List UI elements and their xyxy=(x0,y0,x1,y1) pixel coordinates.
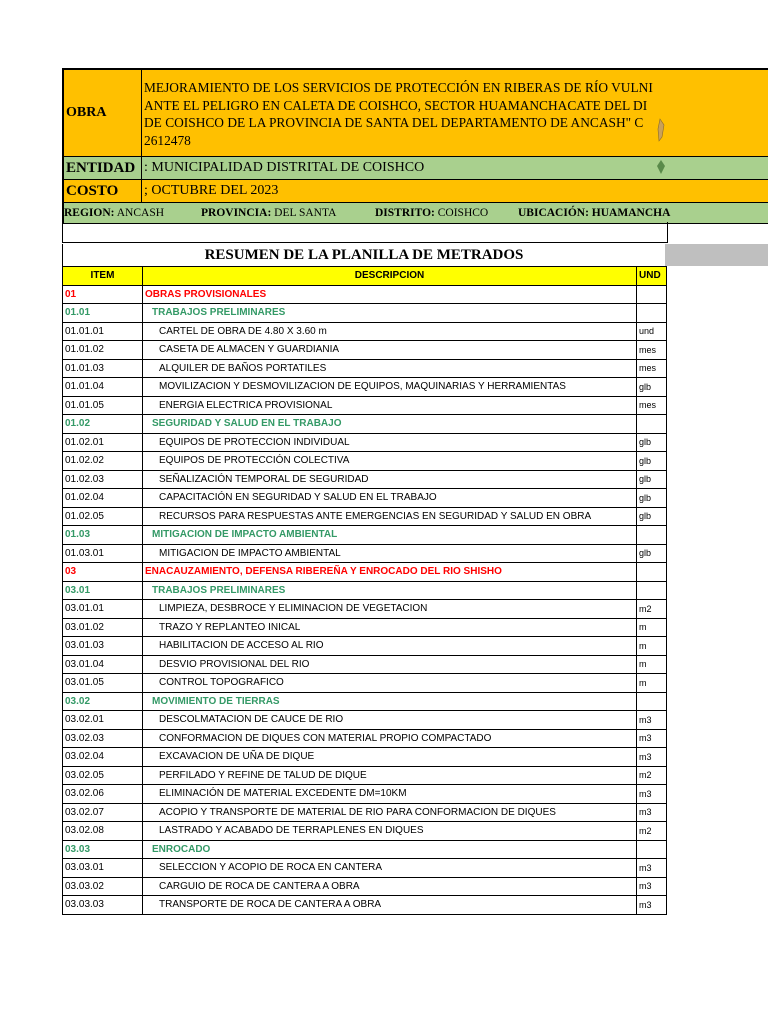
table-row xyxy=(63,859,667,878)
table-row xyxy=(63,304,667,323)
item-cell: 03.01 xyxy=(63,581,143,600)
description-cell: OBRAS PROVISIONALES xyxy=(143,285,637,304)
table-row xyxy=(63,341,667,360)
unit-cell xyxy=(637,563,667,582)
table-row xyxy=(63,822,667,841)
unit-cell xyxy=(637,581,667,600)
column-header-descripcion: DESCRIPCION xyxy=(143,267,637,286)
description-cell: SEÑALIZACIÓN TEMPORAL DE SEGURIDAD xyxy=(143,470,637,489)
table-row xyxy=(63,285,667,304)
description-cell: ENROCADO xyxy=(143,840,637,859)
entidad-value: : MUNICIPALIDAD DISTRITAL DE COISHCO xyxy=(144,160,425,175)
obra-value xyxy=(142,70,768,156)
item-cell: 01.01.01 xyxy=(63,322,143,341)
item-cell: 01.02.03 xyxy=(63,470,143,489)
unit-cell: mes xyxy=(637,359,667,378)
table-row xyxy=(63,618,667,637)
table-row xyxy=(63,748,667,767)
item-cell: 01.02.05 xyxy=(63,507,143,526)
distrito-label: DISTRITO: xyxy=(375,207,435,219)
unit-cell: m3 xyxy=(637,896,667,915)
item-cell: 01.02.04 xyxy=(63,489,143,508)
table-row xyxy=(63,896,667,915)
page-title: RESUMEN DE LA PLANILLA DE METRADOS xyxy=(62,244,665,266)
description-cell: ENACAUZAMIENTO, DEFENSA RIBEREÑA Y ENROCADO DEL RIO SHISHO xyxy=(143,563,637,582)
table-row xyxy=(63,507,667,526)
description-cell: TRAZO Y REPLANTEO INICAL xyxy=(143,618,637,637)
item-cell: 01.02.01 xyxy=(63,433,143,452)
item-cell: 03.03.01 xyxy=(63,859,143,878)
unit-cell: m3 xyxy=(637,785,667,804)
table-row xyxy=(63,840,667,859)
description-cell: ACOPIO Y TRANSPORTE DE MATERIAL DE RIO PARA CONFORMACION DE DIQUES xyxy=(143,803,637,822)
description-cell: MITIGACION DE IMPACTO AMBIENTAL xyxy=(143,526,637,545)
description-cell: DESCOLMATACION DE CAUCE DE RIO xyxy=(143,711,637,730)
region-label: REGION: xyxy=(64,207,115,219)
table-row xyxy=(63,526,667,545)
item-cell: 01.01.04 xyxy=(63,378,143,397)
description-cell: LIMPIEZA, DESBROCE Y ELIMINACION DE VEGETACION xyxy=(143,600,637,619)
column-header-item: ITEM xyxy=(63,267,143,286)
table-row xyxy=(63,674,667,693)
unit-cell: m xyxy=(637,674,667,693)
costo-value: ; OCTUBRE DEL 2023 xyxy=(144,183,279,198)
gray-strip xyxy=(665,244,768,266)
provincia-label: PROVINCIA: xyxy=(201,207,272,219)
table-row xyxy=(63,544,667,563)
unit-cell xyxy=(637,415,667,434)
item-cell: 03.03.02 xyxy=(63,877,143,896)
distrito-value: COISHCO xyxy=(437,207,489,219)
table-row xyxy=(63,711,667,730)
item-cell: 01 xyxy=(63,285,143,304)
description-cell: SELECCION Y ACOPIO DE ROCA EN CANTERA xyxy=(143,859,637,878)
description-cell: CAPACITACIÓN EN SEGURIDAD Y SALUD EN EL TRABAJO xyxy=(143,489,637,508)
item-cell: 01.02.02 xyxy=(63,452,143,471)
ubicacion-label: UBICACIÓN: xyxy=(518,207,589,219)
costo-label: COSTO xyxy=(64,180,142,202)
table-row xyxy=(63,766,667,785)
item-cell: 03.02.08 xyxy=(63,822,143,841)
description-cell: PERFILADO Y REFINE DE TALUD DE DIQUE xyxy=(143,766,637,785)
item-cell: 03.02.06 xyxy=(63,785,143,804)
provincia-field xyxy=(201,203,375,223)
table-row xyxy=(63,452,667,471)
unit-cell: m3 xyxy=(637,748,667,767)
table-row xyxy=(63,396,667,415)
item-cell: 03.02.05 xyxy=(63,766,143,785)
description-cell: HABILITACION DE ACCESO AL RIO xyxy=(143,637,637,656)
item-cell: 03.01.03 xyxy=(63,637,143,656)
unit-cell: m2 xyxy=(637,822,667,841)
ubicacion-value: HUAMANCHA xyxy=(591,207,671,219)
obra-label: OBRA xyxy=(64,70,142,156)
description-cell: EXCAVACION DE UÑA DE DIQUE xyxy=(143,748,637,767)
region-field xyxy=(64,203,201,223)
description-cell: MOVILIZACION Y DESMOVILIZACION DE EQUIPOS, MAQUINARIAS Y HERRAMIENTAS xyxy=(143,378,637,397)
item-cell: 03.02.04 xyxy=(63,748,143,767)
table-row xyxy=(63,803,667,822)
description-cell: CONTROL TOPOGRAFICO xyxy=(143,674,637,693)
description-cell: TRANSPORTE DE ROCA DE CANTERA A OBRA xyxy=(143,896,637,915)
entidad-label: ENTIDAD xyxy=(64,157,142,179)
description-cell: ENERGIA ELECTRICA PROVISIONAL xyxy=(143,396,637,415)
unit-cell: glb xyxy=(637,507,667,526)
table-row xyxy=(63,322,667,341)
location-row xyxy=(62,203,768,224)
unit-cell: m xyxy=(637,637,667,656)
obra-line: MEJORAMIENTO DE LOS SERVICIOS DE PROTECCIÓN EN RIBERAS DE RÍO VULNI xyxy=(144,80,653,95)
unit-cell xyxy=(637,285,667,304)
description-cell: LASTRADO Y ACABADO DE TERRAPLENES EN DIQUES xyxy=(143,822,637,841)
costo-row xyxy=(62,180,768,203)
table-row xyxy=(63,359,667,378)
obra-line: ANTE EL PELIGRO EN CALETA DE COISHCO, SECTOR HUAMANCHACATE DEL DI xyxy=(144,97,648,113)
description-cell: TRABAJOS PRELIMINARES xyxy=(143,304,637,323)
unit-cell: m xyxy=(637,618,667,637)
item-cell: 03.01.02 xyxy=(63,618,143,637)
item-cell: 01.03 xyxy=(63,526,143,545)
project-header xyxy=(62,68,768,224)
item-cell: 03.01.01 xyxy=(63,600,143,619)
unit-cell xyxy=(637,526,667,545)
table-row xyxy=(63,785,667,804)
table-row xyxy=(63,563,667,582)
metrados-table xyxy=(62,266,667,915)
unit-cell xyxy=(637,692,667,711)
item-cell: 01.02 xyxy=(63,415,143,434)
description-cell: SEGURIDAD Y SALUD EN EL TRABAJO xyxy=(143,415,637,434)
description-cell: MITIGACION DE IMPACTO AMBIENTAL xyxy=(143,544,637,563)
unit-cell: mes xyxy=(637,341,667,360)
logo-fragment-icon xyxy=(656,115,666,145)
table-row xyxy=(63,655,667,674)
description-cell: RECURSOS PARA RESPUESTAS ANTE EMERGENCIAS EN SEGURIDAD Y SALUD EN OBRA xyxy=(143,507,637,526)
item-cell: 01.03.01 xyxy=(63,544,143,563)
unit-cell: m3 xyxy=(637,859,667,878)
unit-cell: m3 xyxy=(637,803,667,822)
description-cell: CASETA DE ALMACEN Y GUARDIANIA xyxy=(143,341,637,360)
unit-cell: mes xyxy=(637,396,667,415)
unit-cell: glb xyxy=(637,452,667,471)
unit-cell: glb xyxy=(637,378,667,397)
description-cell: ALQUILER DE BAÑOS PORTATILES xyxy=(143,359,637,378)
description-cell: EQUIPOS DE PROTECCION INDIVIDUAL xyxy=(143,433,637,452)
description-cell: EQUIPOS DE PROTECCIÓN COLECTIVA xyxy=(143,452,637,471)
logo-fragment-icon xyxy=(655,158,667,176)
item-cell: 03.03.03 xyxy=(63,896,143,915)
item-cell: 01.01.03 xyxy=(63,359,143,378)
spacer-row xyxy=(62,222,668,243)
description-cell: MOVIMIENTO DE TIERRAS xyxy=(143,692,637,711)
unit-cell: glb xyxy=(637,489,667,508)
region-value: ANCASH xyxy=(116,207,165,219)
unit-cell: m3 xyxy=(637,729,667,748)
item-cell: 01.01.05 xyxy=(63,396,143,415)
item-cell: 01.01 xyxy=(63,304,143,323)
table-row xyxy=(63,729,667,748)
unit-cell: glb xyxy=(637,433,667,452)
table-row xyxy=(63,470,667,489)
provincia-value: DEL SANTA xyxy=(274,207,337,219)
table-row xyxy=(63,489,667,508)
description-cell: ELIMINACIÓN DE MATERIAL EXCEDENTE DM=10KM xyxy=(143,785,637,804)
description-cell: CARGUIO DE ROCA DE CANTERA A OBRA xyxy=(143,877,637,896)
description-cell: CONFORMACION DE DIQUES CON MATERIAL PROPIO COMPACTADO xyxy=(143,729,637,748)
description-cell: DESVIO PROVISIONAL DEL RIO xyxy=(143,655,637,674)
unit-cell: m2 xyxy=(637,600,667,619)
description-cell: CARTEL DE OBRA DE 4.80 X 3.60 m xyxy=(143,322,637,341)
unit-cell: glb xyxy=(637,544,667,563)
item-cell: 03.03 xyxy=(63,840,143,859)
table-row xyxy=(63,692,667,711)
item-cell: 03.02.07 xyxy=(63,803,143,822)
unit-cell: und xyxy=(637,322,667,341)
table-row xyxy=(63,581,667,600)
table-row xyxy=(63,600,667,619)
item-cell: 03.01.04 xyxy=(63,655,143,674)
table-header-row xyxy=(63,267,667,286)
obra-line: DE COISHCO DE LA PROVINCIA DE SANTA DEL DEPARTAMENTO DE ANCASH" C xyxy=(144,115,644,130)
table-row xyxy=(63,378,667,397)
item-cell: 03.02.01 xyxy=(63,711,143,730)
ubicacion-field xyxy=(518,203,670,223)
unit-cell: m3 xyxy=(637,711,667,730)
unit-cell xyxy=(637,304,667,323)
column-header-und: UND xyxy=(637,267,667,286)
table-row xyxy=(63,415,667,434)
unit-cell: glb xyxy=(637,470,667,489)
unit-cell: m xyxy=(637,655,667,674)
unit-cell: m3 xyxy=(637,877,667,896)
table-row xyxy=(63,637,667,656)
unit-cell: m2 xyxy=(637,766,667,785)
table-row xyxy=(63,877,667,896)
item-cell: 03 xyxy=(63,563,143,582)
item-cell: 03.01.05 xyxy=(63,674,143,693)
distrito-field xyxy=(375,203,518,223)
item-cell: 01.01.02 xyxy=(63,341,143,360)
unit-cell xyxy=(637,840,667,859)
obra-line: 2612478 xyxy=(144,132,191,148)
item-cell: 03.02 xyxy=(63,692,143,711)
item-cell: 03.02.03 xyxy=(63,729,143,748)
table-row xyxy=(63,433,667,452)
description-cell: TRABAJOS PRELIMINARES xyxy=(143,581,637,600)
